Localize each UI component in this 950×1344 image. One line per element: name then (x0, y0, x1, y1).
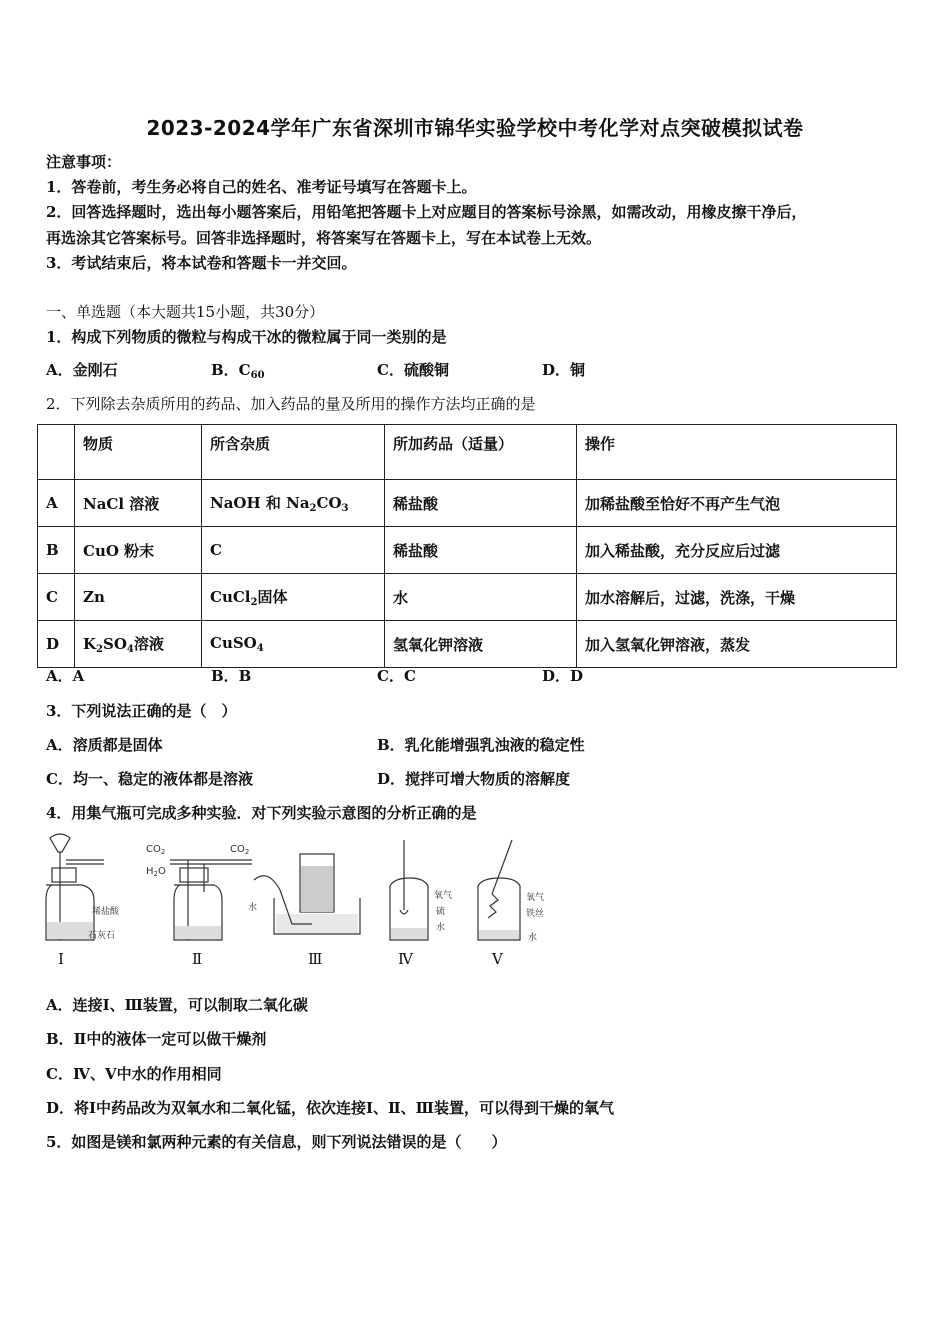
row-operation: 加稀盐酸至恰好不再产生气泡 (577, 480, 897, 527)
substance-text-2: SO (103, 635, 127, 653)
notice-item-2-cont: 再选涂其它答案标号。回答非选择题时，将答案写在答题卡上，写在本试卷上无效。 (46, 229, 602, 247)
row-impurity (202, 480, 385, 527)
impurity-text: NaOH 和 Na (210, 494, 310, 512)
label-oxygen-4: 氧气 (434, 891, 453, 901)
row-impurity: C (202, 527, 385, 574)
label-sulfur: 硫 (436, 907, 446, 917)
table-row (38, 527, 897, 574)
q4-apparatus-figure (30, 830, 570, 975)
q4-option-b: B．Ⅱ中的液体一定可以做干燥剂 (46, 1030, 267, 1048)
label-oxygen-5: 氧气 (526, 893, 545, 903)
q2-option-b: B．B (211, 667, 252, 685)
numeral-1: Ⅰ (58, 950, 64, 968)
row-impurity (202, 574, 385, 621)
notice-item-1: 1．答卷前，考生务必将自己的姓名、准考证号填写在答题卡上。 (46, 178, 477, 196)
row-reagent: 稀盐酸 (385, 527, 577, 574)
q4-option-d: D．将Ⅰ中药品改为双氧水和二氧化锰，依次连接Ⅰ、Ⅱ、Ⅲ装置，可以得到干燥的氧气 (46, 1099, 614, 1117)
numeral-3: Ⅲ (308, 950, 323, 968)
q2-table (37, 424, 897, 668)
apparatus-5 (478, 840, 544, 943)
apparatus-1 (46, 834, 120, 941)
label-water-5: 水 (528, 933, 538, 943)
q2-header-substance: 物质 (75, 425, 202, 480)
row-operation: 加入稀盐酸，充分反应后过滤 (577, 527, 897, 574)
notice-item-2: 2．回答选择题时，选出每小题答案后，用铅笔把答题卡上对应题目的答案标号涂黑，如需改动，用橡皮擦干净后， (46, 203, 807, 221)
q2-option-a: A．A (46, 667, 85, 685)
row-key: D (38, 621, 75, 668)
table-row (38, 621, 897, 668)
impurity-sub: 2 (250, 597, 258, 608)
q2-option-c: C．C (377, 667, 416, 685)
q4-stem: 4．用集气瓶可完成多种实验．对下列实验示意图的分析正确的是 (46, 804, 477, 822)
row-key: C (38, 574, 75, 621)
q2-header-operation: 操作 (577, 425, 897, 480)
apparatus-3 (248, 854, 360, 934)
substance-sub: 2 (96, 644, 104, 655)
row-substance: Zn (75, 574, 202, 621)
q3-option-c: C．均一、稳定的液体都是溶液 (46, 770, 253, 788)
q1-stem: 1．构成下列物质的微粒与构成干冰的微粒属于同一类别的是 (46, 328, 447, 346)
substance-sub-2: 4 (126, 644, 134, 655)
substance-text: K (83, 635, 97, 653)
row-substance: NaCl 溶液 (75, 480, 202, 527)
impurity-text-2: CO (316, 494, 342, 512)
row-key: B (38, 527, 75, 574)
section-heading: 一、单选题（本大题共15小题，共30分） (46, 303, 325, 321)
notice-item-3: 3．考试结束后，将本试卷和答题卡一并交回。 (46, 254, 357, 272)
row-reagent: 氢氧化钾溶液 (385, 621, 577, 668)
table-row (38, 574, 897, 621)
q5-stem: 5．如图是镁和氯两种元素的有关信息，则下列说法错误的是（ ） (46, 1133, 507, 1151)
q3-option-d: D．搅拌可增大物质的溶解度 (377, 770, 571, 788)
table-row (38, 480, 897, 527)
q1-option-b-text: B．C (211, 361, 251, 379)
numeral-4: Ⅳ (398, 950, 413, 968)
label-water-4: 水 (436, 923, 446, 933)
impurity-sub: 2 (309, 503, 317, 514)
q4-option-a: A．连接Ⅰ、Ⅲ装置，可以制取二氧化碳 (46, 996, 308, 1014)
q1-option-b-sub: 60 (250, 370, 265, 381)
q1-option-c: C．硫酸铜 (377, 361, 449, 379)
apparatus-2 (146, 844, 252, 940)
label-acid: 稀盐酸 (92, 907, 120, 917)
impurity-text: CuCl (210, 588, 251, 606)
apparatus-4 (390, 840, 452, 940)
substance-text-3: 溶液 (133, 635, 164, 653)
q3-option-a: A．溶质都是固体 (46, 736, 163, 754)
impurity-sub-2: 3 (341, 503, 349, 514)
q1-option-a: A．金刚石 (46, 361, 118, 379)
row-impurity (202, 621, 385, 668)
impurity-text-2: 固体 (257, 588, 288, 606)
label-h2o: $H_2O$ (146, 866, 166, 878)
label-co2-left: $CO_2$ (146, 844, 166, 856)
row-operation: 加水溶解后，过滤，洗涤，干燥 (577, 574, 897, 621)
q2-header-blank (38, 425, 75, 480)
numeral-5: Ⅴ (492, 950, 503, 968)
impurity-sub: 4 (256, 643, 264, 654)
q2-stem: 2．下列除去杂质所用的药品、加入药品的量及所用的操作方法均正确的是 (46, 395, 536, 413)
q1-option-d: D．铜 (542, 361, 586, 379)
numeral-2: Ⅱ (192, 950, 203, 968)
q2-table-header (38, 425, 897, 480)
row-reagent: 稀盐酸 (385, 480, 577, 527)
q2-header-reagent: 所加药品（适量） (385, 425, 577, 480)
q1-option-b (211, 360, 265, 386)
row-substance: CuO 粉末 (75, 527, 202, 574)
notice-heading: 注意事项： (46, 153, 122, 171)
impurity-text: CuSO (210, 634, 257, 652)
label-iron: 铁丝 (526, 909, 545, 919)
exam-title: 2023-2024学年广东省深圳市锦华实验学校中考化学对点突破模拟试卷 (146, 116, 804, 140)
row-reagent: 水 (385, 574, 577, 621)
q2-option-d: D．D (542, 667, 584, 685)
row-substance (75, 621, 202, 668)
q2-header-impurity: 所含杂质 (202, 425, 385, 480)
row-operation: 加入氢氧化钾溶液，蒸发 (577, 621, 897, 668)
label-water-3: 水 (248, 903, 258, 913)
q4-option-c: C．Ⅳ、Ⅴ中水的作用相同 (46, 1065, 222, 1083)
label-limestone: 石灰石 (88, 931, 116, 941)
row-key: A (38, 480, 75, 527)
q3-stem: 3．下列说法正确的是（ ） (46, 702, 237, 720)
q3-option-b: B．乳化能增强乳浊液的稳定性 (377, 736, 585, 754)
label-co2-right: $CO_2$ (230, 844, 250, 856)
